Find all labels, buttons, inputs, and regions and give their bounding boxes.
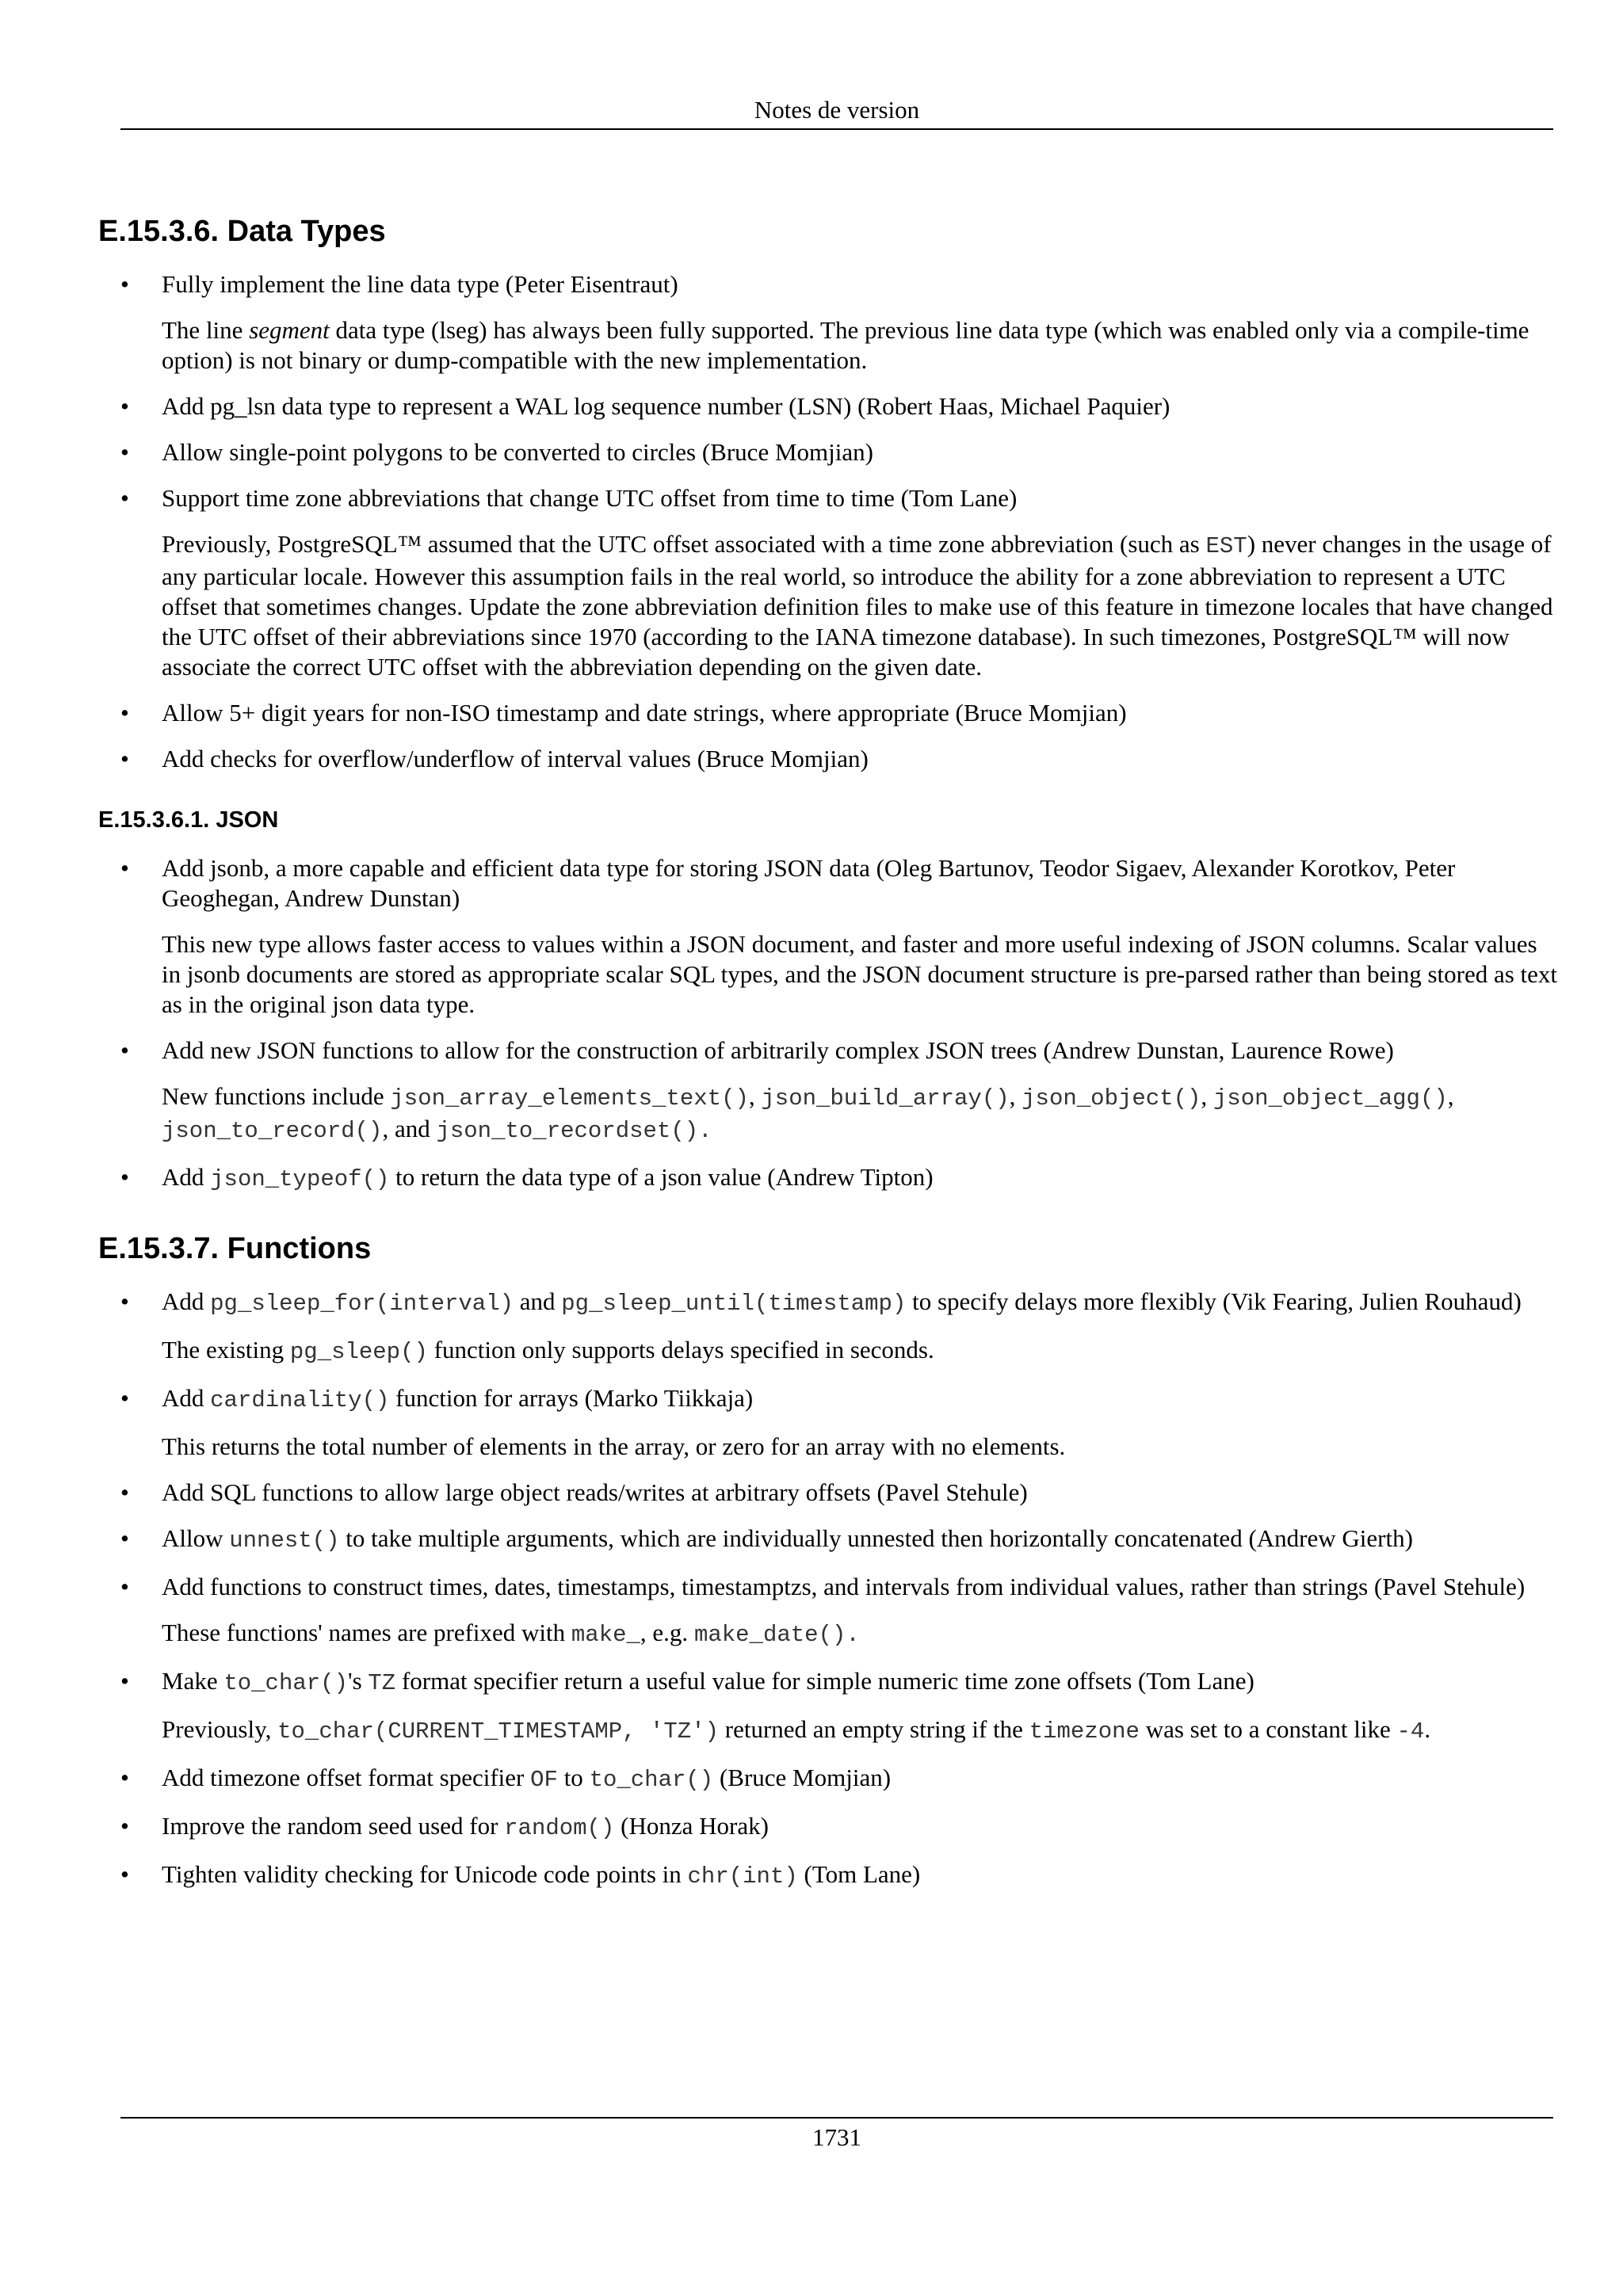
bullet: • bbox=[120, 270, 129, 298]
list-item: • Allow single-point polygons to be converted to circles (Bruce Momjian) bbox=[120, 438, 873, 466]
bullet: • bbox=[120, 1667, 129, 1695]
bullet: • bbox=[120, 745, 129, 772]
item-note: This new type allows faster access to values within a JSON document, and faster and more useful indexing of JSON columns. Scalar values in jsonb documents are stored as appropriate scalar SQL types, and the JSON document structure is pre-parsed rather than being stored as text as in the original json data type. bbox=[162, 930, 1558, 1018]
list-item: • Add pg_sleep_for(interval) and pg_sleep_until(timestamp) to specify delays more flexibly (Vik Fearing, Julien Rouhaud) The existing pg_sleep() function only supports delays specified in seconds. bbox=[98, 1287, 1560, 1367]
bullet: • bbox=[120, 1163, 129, 1191]
list-item: • Support time zone abbreviations that change UTC offset from time to time (Tom Lane) Previously, PostgreSQL™ assumed that the UTC offset associated with a time zone abbreviation (such as EST) never changes in the usage of any particular locale. However this assumption fails in the real world, so introduce the ability for a zone abbreviation to represent a UTC offset that sometimes changes. Update the zone abbreviation definition files to make use of this feature in timezone locales that have changed the UTC offset of their abbreviations since 1970 (according to the IANA timezone database). In such timezones, PostgreSQL™ will now associate the correct UTC offset with the abbreviation depending on the given date. bbox=[98, 483, 1560, 682]
item-note: Previously, to_char(CURRENT_TIMESTAMP, 'TZ') returned an empty string if the timezone was set to a constant like -4. bbox=[162, 1715, 1431, 1745]
page-content bbox=[98, 212, 1560, 1908]
bullet: • bbox=[120, 1860, 129, 1888]
bullet: • bbox=[120, 392, 129, 420]
page-header: Notes de version bbox=[120, 92, 1553, 130]
json-list bbox=[98, 853, 1560, 1195]
functions-list bbox=[98, 1287, 1560, 1892]
item-note: The existing pg_sleep() function only supports delays specified in seconds. bbox=[162, 1336, 934, 1365]
item-note: Previously, PostgreSQL™ assumed that the UTC offset associated with a time zone abbreviation (such as EST) never changes in the usage of any particular locale. However this assumption fails in the real world, so introduce the ability for a zone abbreviation to represent a UTC offset that sometimes changes. Update the zone abbreviation definition files to make use of this feature in timezone locales that have changed the UTC offset of their abbreviations since 1970 (according to the IANA timezone database). In such timezones, PostgreSQL™ will now associate the correct UTC offset with the abbreviation depending on the given date. bbox=[162, 530, 1553, 681]
item-note: New functions include json_array_elements_text(), json_build_array(), json_object(), json_object_agg(), json_to_record(), and json_to_recordset(). bbox=[162, 1082, 1454, 1144]
list-item: • Add jsonb, a more capable and efficient data type for storing JSON data (Oleg Bartunov, Teodor Sigaev, Alexander Korotkov, Peter Geoghegan, Andrew Dunstan) This new type allows faster access to values within a JSON document, and faster and more useful indexing of JSON columns. Scalar values in jsonb documents are stored as appropriate scalar SQL types, and the JSON document structure is pre-parsed rather than being stored as text as in the original json data type. bbox=[98, 853, 1560, 1020]
list-item: • Fully implement the line data type (Peter Eisentraut) The line segment data type (lseg) has always been fully supported. The previous line data type (which was enabled only via a compile-time option) is not binary or dump-compatible with the new implementation. bbox=[98, 269, 1560, 376]
list-item: • Make to_char()'s TZ format specifier return a useful value for simple numeric time zone offsets (Tom Lane) Previously, to_char(CURRENT_TIMESTAMP, 'TZ') returned an empty string if the timezone was set to a constant like -4. bbox=[98, 1666, 1560, 1747]
bullet: • bbox=[120, 699, 129, 727]
list-item: • Add json_typeof() to return the data type of a json value (Andrew Tipton) bbox=[120, 1163, 934, 1192]
list-item: • Improve the random seed used for random() (Honza Horak) bbox=[120, 1812, 769, 1841]
section-title-json: E.15.3.6.1. JSON bbox=[98, 807, 279, 833]
item-note: These functions' names are prefixed with make_, e.g. make_date(). bbox=[162, 1619, 860, 1648]
data-types-list bbox=[98, 269, 1560, 774]
bullet: • bbox=[120, 1573, 129, 1600]
list-item: • Add SQL functions to allow large object reads/writes at arbitrary offsets (Pavel Stehule) bbox=[120, 1478, 1028, 1506]
list-item: • Add cardinality() function for arrays (Marko Tiikkaja) This returns the total number of elements in the array, or zero for an array with no elements. bbox=[98, 1383, 1560, 1462]
list-item: • Allow 5+ digit years for non-ISO timestamp and date strings, where appropriate (Bruce Momjian) bbox=[120, 699, 1127, 727]
list-item: • Tighten validity checking for Unicode code points in chr(int) (Tom Lane) bbox=[120, 1860, 921, 1890]
list-item: • Add new JSON functions to allow for the construction of arbitrarily complex JSON trees (Andrew Dunstan, Laurence Rowe) New functions include json_array_elements_text(), json_build_array(), json_object(), json_object_agg(), json_to_record(), and json_to_recordset(). bbox=[98, 1035, 1560, 1146]
page-number: 1731 bbox=[120, 2117, 1553, 2152]
item-note: The line segment data type (lseg) has always been fully supported. The previous line data type (which was enabled only via a compile-time option) is not binary or dump-compatible with the new implementation. bbox=[162, 316, 1529, 374]
bullet: • bbox=[120, 484, 129, 512]
bullet: • bbox=[120, 854, 129, 882]
bullet: • bbox=[120, 1524, 129, 1552]
bullet: • bbox=[120, 1764, 129, 1791]
bullet: • bbox=[120, 1478, 129, 1506]
bullet: • bbox=[120, 1812, 129, 1840]
bullet: • bbox=[120, 1287, 129, 1315]
list-item: • Allow unnest() to take multiple arguments, which are individually unnested then horizontally concatenated (Andrew Gierth) bbox=[120, 1524, 1413, 1554]
list-item: • Add timezone offset format specifier OF to to_char() (Bruce Momjian) bbox=[120, 1764, 892, 1793]
list-item: • Add functions to construct times, dates, timestamps, timestamptzs, and intervals from individual values, rather than strings (Pavel Stehule) These functions' names are prefixed with make_, e.g. make_date(). bbox=[98, 1572, 1560, 1650]
item-note: This returns the total number of elements in the array, or zero for an array with no elements. bbox=[162, 1432, 1066, 1460]
list-item: • Add checks for overflow/underflow of interval values (Bruce Momjian) bbox=[120, 745, 869, 772]
list-item: • Add pg_lsn data type to represent a WAL log sequence number (LSN) (Robert Haas, Michael Paquier) bbox=[120, 392, 1170, 420]
bullet: • bbox=[120, 1384, 129, 1412]
section-title-data-types: E.15.3.6. Data Types bbox=[98, 215, 386, 248]
bullet: • bbox=[120, 438, 129, 466]
section-title-functions: E.15.3.7. Functions bbox=[98, 1232, 372, 1265]
bullet: • bbox=[120, 1036, 129, 1064]
